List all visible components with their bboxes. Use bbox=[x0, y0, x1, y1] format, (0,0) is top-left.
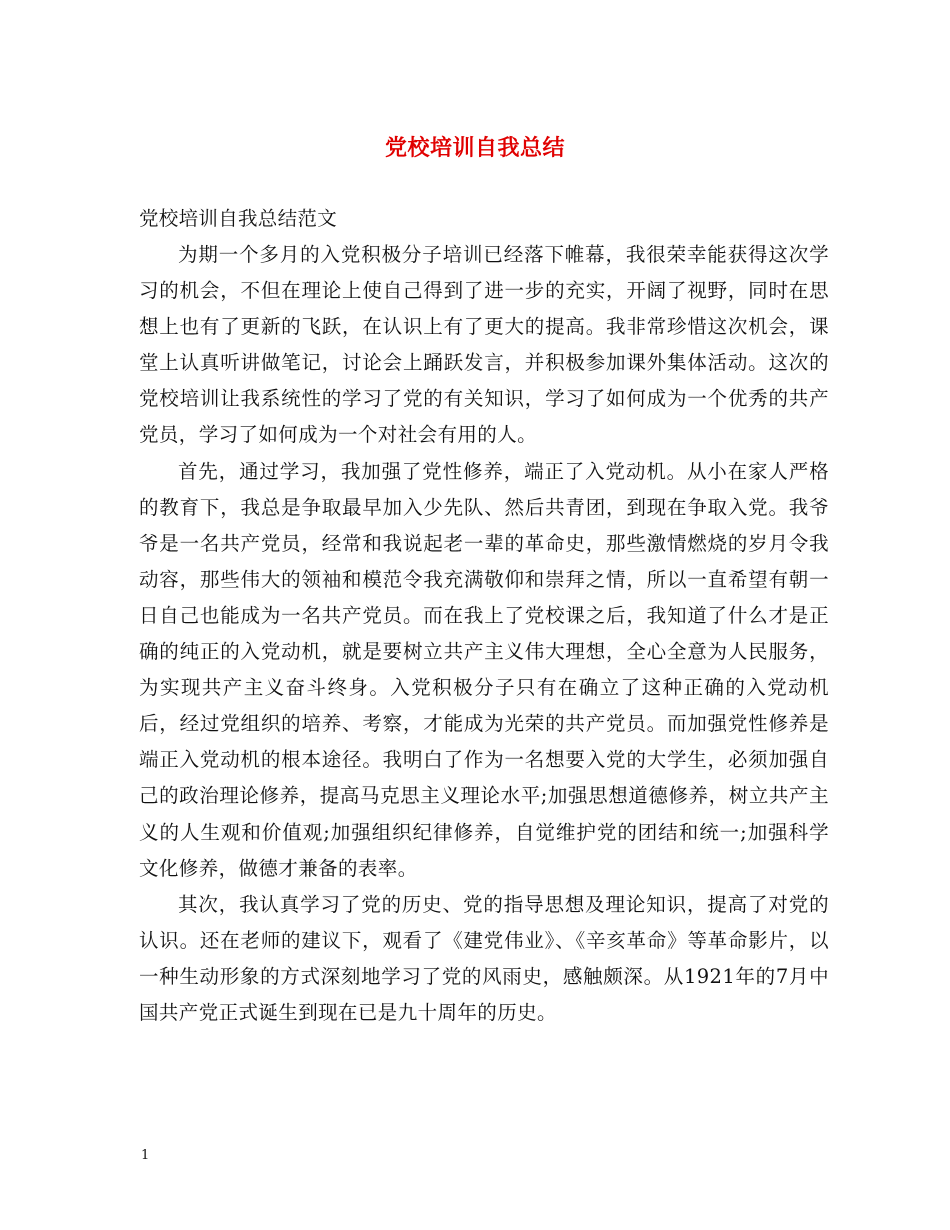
page-title: 党校培训自我总结 bbox=[384, 135, 565, 161]
page-number: 1 bbox=[141, 1148, 150, 1163]
paragraph-1: 为期一个多月的入党积极分子培训已经落下帷幕，我很荣幸能获得这次学习的机会，不但在理论上使自己得到了进一步的充实，开阔了视野，同时在思想上也有了更新的飞跃，在认识上有了更大的提高。我非常珍惜这次机会，课堂上认真听讲做笔记，讨论会上踊跃发言，并积极参加课外集体活动。这次的党校培训让我系统性的学习了党的有关知识，学习了如何成为一个优秀的共产党员，学习了如何成为一个对社会有用的人。 bbox=[139, 243, 829, 447]
document-subtitle: 党校培训自我总结范文 bbox=[139, 207, 338, 230]
document-body bbox=[139, 237, 829, 1031]
paragraph-3: 其次，我认真学习了党的历史、党的指导思想及理论知识，提高了对党的认识。还在老师的建议下，观看了《建党伟业》、《辛亥革命》等革命影片，以一种生动形象的方式深刻地学习了党的风雨史，感触颇深。从1921年的7月中国共产党正式诞生到现在已是九十周年的历史。 bbox=[139, 892, 829, 1024]
paragraph-2: 首先，通过学习，我加强了党性修养，端正了入党动机。从小在家人严格的教育下，我总是争取最早加入少先队、然后共青团，到现在争取入党。我爷爷是一名共产党员，经常和我说起老一辈的革命史，那些激情燃烧的岁月令我动容，那些伟大的领袖和模范令我充满敬仰和崇拜之情，所以一直希望有朝一日自己也能成为一名共产党员。而在我上了党校课之后，我知道了什么才是正确的纯正的入党动机，就是要树立共产主义伟大理想，全心全意为人民服务，为实现共产主义奋斗终身。入党积极分子只有在确立了这种正确的入党动机后，经过党组织的培养、考察，才能成为光荣的共产党员。而加强党性修养是端正入党动机的根本途径。我明白了作为一名想要入党的大学生，必须加强自己的政治理论修养，提高马克思主义理论水平;加强思想道德修养，树立共产主义的人生观和价值观;加强组织纪律修养，自觉维护党的团结和统一;加强科学文化修养，做德才兼备的表率。 bbox=[139, 459, 829, 880]
